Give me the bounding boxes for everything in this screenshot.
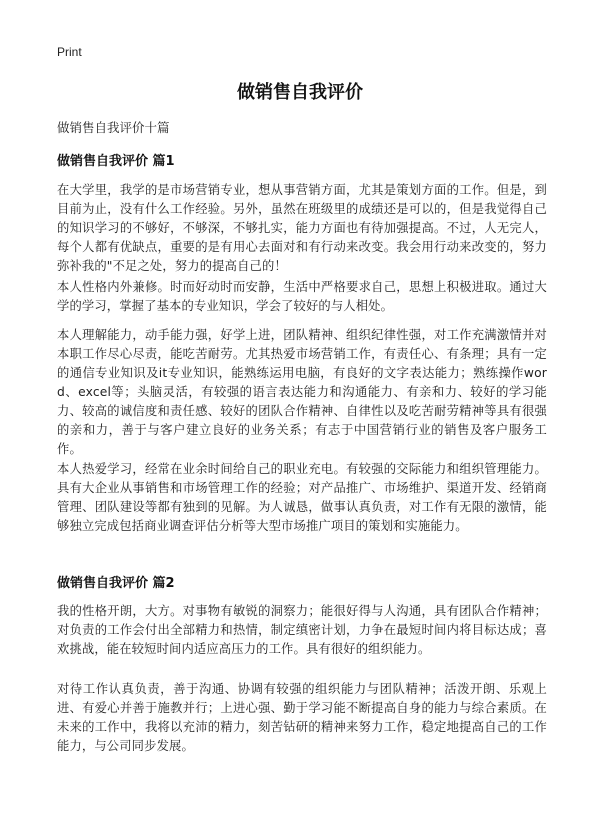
print-label: Print [57, 45, 82, 59]
paragraph: 本人热爱学习，经常在业余时间给自己的职业充电。有较强的交际能力和组织管理能力。具有大企业从事销售和市场管理工作的经验；对产品推广、市场维护、渠道开发、经销商管理、团队建设等都有独到的见解。为人诚恳，做事认真负责，对工作有无限的激情，能够独立完成包括商业调查评估分析等大型市场推广项目的策划和实施能力。 [57, 462, 547, 533]
section-heading-1: 做销售自我评价 篇1 [57, 154, 175, 169]
paragraph: 在大学里，我学的是市场营销专业，想从事营销方面，尤其是策划方面的工作。但是，到目前为止，没有什么工作经验。另外，虽然在班级里的成绩还是可以的，但是我觉得自己的知识学习的不够好，不够深，不够扎实，能力方面也有待加强提高。不过，人无完人，每个人都有优缺点，重要的是有用心去面对和有行动来改变。我会用行动来改变的，努力弥补我的"不足之处，努力的提高自己的！ [57, 183, 547, 273]
document-subtitle: 做销售自我评价十篇 [57, 120, 170, 135]
section-heading-2: 做销售自我评价 篇2 [57, 576, 175, 591]
page-title: 做销售自我评价 [237, 82, 363, 103]
paragraph: 我的性格开朗，大方。对事物有敏锐的洞察力；能很好得与人沟通，具有团队合作精神；对负责的工作会付出全部精力和热情，制定缜密计划，力争在最短时间内将目标达成；喜欢挑战，能在较短时间内适应高压力的工作。具有很好的组织能力。 [57, 604, 547, 656]
paragraph: 本人性格内外兼修。时而好动时而安静，生活中严格要求自己，思想上积极进取。通过大学的学习，掌握了基本的专业知识，学会了较好的与人相处。 [57, 280, 547, 313]
paragraph: 本人理解能力，动手能力强，好学上进，团队精神、组织纪律性强，对工作充满激情并对本职工作尽心尽责，能吃苦耐劳。尤其热爱市场营销工作，有责任心、有条理；具有一定的通信专业知识及it专业知识，能熟练运用电脑，有良好的文字表达能力；熟练操作word、excel等；头脑灵活，有较强的语言表达能力和沟通能力、有亲和力、较好的学习能力、较高的诚信度和责任感、较好的团队合作精神、自律性以及吃苦耐劳精神等具有很强的亲和力，善于与客户建立良好的业务关系；有志于中国营销行业的销售及客户服务工作。 [57, 328, 547, 456]
paragraph: 对待工作认真负责，善于沟通、协调有较强的组织能力与团队精神；活泼开朗、乐观上进、有爱心并善于施教并行；上进心强、勤于学习能不断提高自身的能力与综合素质。在未来的工作中，我将以充沛的精力，刻苦钻研的精神来努力工作，稳定地提高自己的工作能力，与公司同步发展。 [57, 682, 547, 753]
